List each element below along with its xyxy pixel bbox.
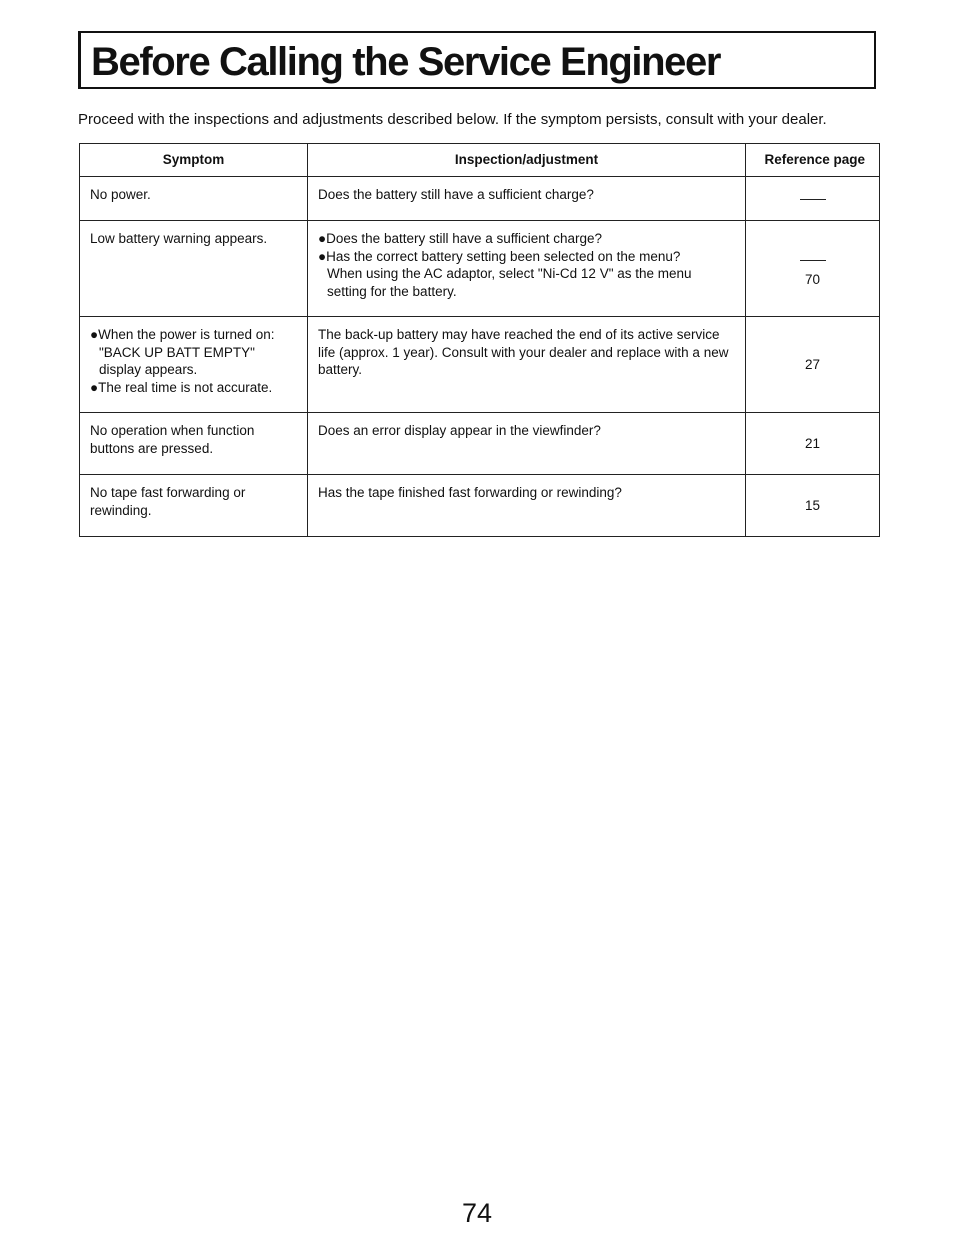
- inspection-cell: [308, 177, 746, 221]
- inspection-note: setting for the battery.: [327, 283, 457, 299]
- no-reference-dash: [800, 199, 826, 200]
- title-box: [78, 31, 876, 89]
- reference-page-number: 27: [804, 356, 821, 372]
- page-number: 74: [461, 1198, 493, 1228]
- page-title: Before Calling the Service Engineer: [91, 40, 720, 84]
- troubleshooting-table: [79, 143, 880, 537]
- inspection-cell: [308, 475, 746, 537]
- symptom-text: No tape fast forwarding or rewinding.: [90, 485, 246, 518]
- header-inspection: Inspection/adjustment: [308, 144, 746, 177]
- inspection-bullet: ●Does the battery still have a sufficient charge?: [318, 231, 603, 246]
- symptom-text: No operation when function buttons are pressed.: [90, 423, 255, 456]
- inspection-text: Has the tape finished fast forwarding or rewinding?: [318, 485, 622, 500]
- inspection-cell: [308, 317, 746, 413]
- symptom-cell: [80, 221, 308, 317]
- inspection-cell: [308, 413, 746, 475]
- inspection-text: Does the battery still have a sufficient charge?: [318, 187, 594, 202]
- symptom-note: "BACK UP BATT EMPTY": [99, 344, 255, 360]
- reference-cell: [746, 413, 880, 475]
- inspection-note: When using the AC adaptor, select "Ni-Cd 12 V" as the menu: [327, 266, 692, 281]
- no-reference-dash: [800, 260, 826, 261]
- inspection-cell: [308, 221, 746, 317]
- reference-page-number: 70: [804, 271, 821, 287]
- reference-page-number: 15: [804, 497, 821, 513]
- symptom-bullet: ●The real time is not accurate.: [90, 379, 273, 395]
- symptom-note: display appears.: [99, 362, 198, 377]
- table-row: [80, 221, 880, 317]
- symptom-text: Low battery warning appears.: [90, 231, 268, 246]
- reference-cell: [746, 177, 880, 221]
- symptom-cell: [80, 317, 308, 413]
- inspection-text: The back-up battery may have reached the end of its active service life (approx. 1 year). Consult with your dealer and replace with a new battery.: [318, 327, 729, 377]
- reference-cell: [746, 221, 880, 317]
- inspection-bullet: ●Has the correct battery setting been selected on the menu?: [318, 248, 681, 264]
- table-row: [80, 475, 880, 537]
- table-header-row: [80, 144, 880, 177]
- reference-cell: [746, 475, 880, 537]
- inspection-text: Does an error display appear in the viewfinder?: [318, 423, 601, 438]
- intro-paragraph: Proceed with the inspections and adjustments described below. If the symptom persists, consult with your dealer.: [78, 111, 827, 128]
- symptom-cell: [80, 413, 308, 475]
- table-row: [80, 413, 880, 475]
- reference-cell: [746, 317, 880, 413]
- symptom-cell: [80, 177, 308, 221]
- symptom-cell: [80, 475, 308, 537]
- table-row: [80, 177, 880, 221]
- header-symptom: Symptom: [80, 144, 308, 177]
- header-reference-page: Reference page: [746, 144, 880, 177]
- reference-page-number: 21: [804, 435, 821, 451]
- table-row: [80, 317, 880, 413]
- symptom-text: No power.: [90, 187, 151, 202]
- symptom-bullet: ●When the power is turned on:: [90, 327, 275, 342]
